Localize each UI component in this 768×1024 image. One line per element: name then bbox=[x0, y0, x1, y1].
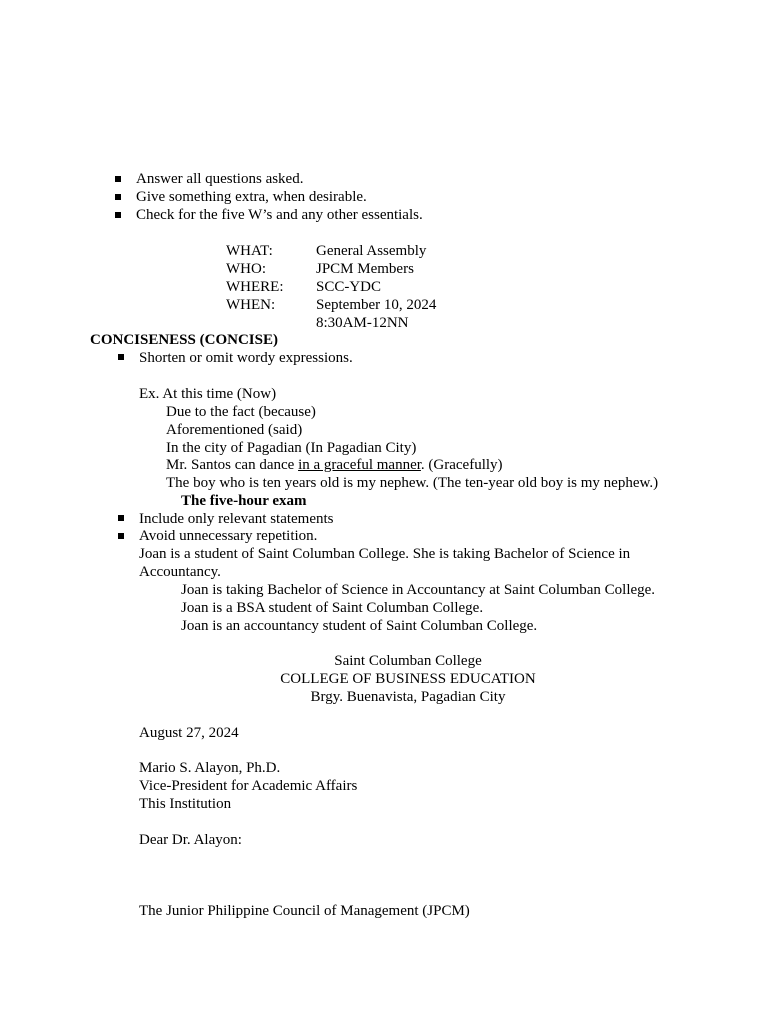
example-5-underlined: in a graceful manner bbox=[298, 457, 421, 473]
example-5-before: Mr. Santos can dance bbox=[166, 457, 299, 473]
completeness-bullet-2: Give something extra, when desirable. bbox=[136, 189, 367, 205]
example-5-after: . (Gracefully) bbox=[420, 457, 503, 473]
letter-salutation: Dear Dr. Alayon: bbox=[139, 832, 242, 848]
bullet-marker bbox=[115, 194, 121, 200]
conciseness-heading: CONCISENESS (CONCISE) bbox=[90, 332, 278, 348]
letterhead-college: COLLEGE OF BUSINESS EDUCATION bbox=[280, 671, 536, 687]
recipient-org: This Institution bbox=[139, 796, 232, 812]
letterhead-address: Brgy. Buenavista, Pagadian City bbox=[310, 689, 506, 705]
alternative-2: Joan is a BSA student of Saint Columban College. bbox=[181, 600, 484, 616]
five-ws-value-when: September 10, 2024 bbox=[316, 297, 437, 313]
letterhead-school: Saint Columban College bbox=[334, 653, 482, 669]
five-ws-label-where: WHERE: bbox=[226, 279, 284, 295]
five-ws-label-what: WHAT: bbox=[226, 243, 273, 259]
example-2: Due to the fact (because) bbox=[166, 404, 316, 420]
completeness-bullet-3: Check for the five W’s and any other essentials. bbox=[136, 207, 423, 223]
recipient-title: Vice-President for Academic Affairs bbox=[139, 778, 358, 794]
five-ws-value-time: 8:30AM-12NN bbox=[316, 315, 409, 331]
bullet-marker bbox=[118, 354, 124, 360]
conciseness-bullet-3: Avoid unnecessary repetition. bbox=[139, 528, 318, 544]
completeness-bullet-1: Answer all questions asked. bbox=[136, 171, 304, 187]
recipient-name: Mario S. Alayon, Ph.D. bbox=[139, 760, 281, 776]
letter-date: August 27, 2024 bbox=[139, 725, 239, 741]
example-5 bbox=[166, 456, 503, 474]
example-6: The boy who is ten years old is my nephew. (The ten-year old boy is my nephew.) bbox=[166, 475, 659, 491]
example-4: In the city of Pagadian (In Pagadian City) bbox=[166, 440, 417, 456]
example-3: Aforementioned (said) bbox=[166, 422, 303, 438]
repetition-line-2: Accountancy. bbox=[139, 564, 221, 580]
five-ws-value-where: SCC-YDC bbox=[316, 279, 382, 295]
example-1: Ex. At this time (Now) bbox=[139, 386, 277, 402]
bullet-marker bbox=[118, 533, 124, 539]
bullet-marker bbox=[118, 515, 124, 521]
five-ws-label-when: WHEN: bbox=[226, 297, 276, 313]
conciseness-bullet-2: Include only relevant statements bbox=[139, 511, 334, 527]
alternative-1: Joan is taking Bachelor of Science in Accountancy at Saint Columban College. bbox=[181, 582, 656, 598]
alternative-3: Joan is an accountancy student of Saint Columban College. bbox=[181, 618, 538, 634]
five-ws-label-who: WHO: bbox=[226, 261, 266, 277]
example-7: The five-hour exam bbox=[181, 493, 307, 509]
five-ws-value-what: General Assembly bbox=[316, 243, 427, 259]
five-ws-value-who: JPCM Members bbox=[316, 261, 414, 277]
bullet-marker bbox=[115, 212, 121, 218]
conciseness-bullet-1: Shorten or omit wordy expressions. bbox=[139, 350, 353, 366]
bullet-marker bbox=[115, 176, 121, 182]
repetition-line-1: Joan is a student of Saint Columban College. She is taking Bachelor of Science in bbox=[139, 546, 631, 562]
letter-body-start: The Junior Philippine Council of Management (JPCM) bbox=[139, 903, 470, 919]
